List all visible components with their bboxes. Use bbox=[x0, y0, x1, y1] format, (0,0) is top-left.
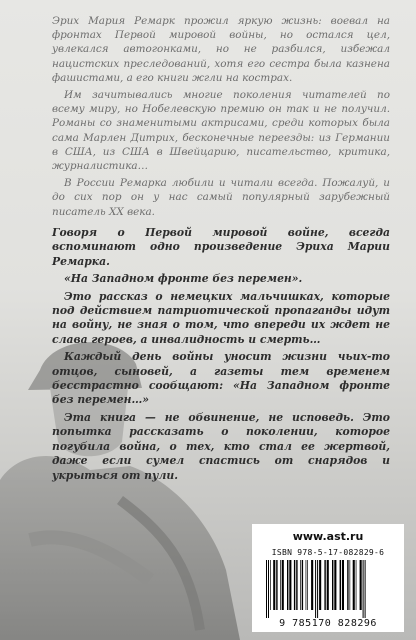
barcode-bar bbox=[287, 560, 288, 610]
barcode-bar bbox=[315, 560, 316, 618]
barcode-bar bbox=[282, 560, 284, 610]
annotation-paragraph: Каждый день войны уносит жизни чьих-то отцов, сыновей, а газеты тем временем бесстрастно сообщают: «На Западном фронте без перемен…» bbox=[52, 350, 390, 407]
bio-paragraph: В России Ремарка любили и читали всегда. Пожалуй, и до сих пор он у нас самый популярный зарубежный писатель XX века. bbox=[52, 177, 390, 218]
book-title-quote: «На Западном фронте без перемен». bbox=[64, 272, 303, 286]
barcode-bar bbox=[363, 560, 364, 618]
barcode-bar bbox=[311, 560, 313, 610]
isbn-barcode-block bbox=[252, 524, 404, 632]
barcode-bar bbox=[347, 560, 348, 610]
barcode-digits: 9 785170 828296 bbox=[279, 618, 377, 629]
barcode-bar bbox=[356, 560, 357, 610]
barcode-bar bbox=[327, 560, 329, 610]
bio-paragraph: Эрих Мария Ремарк прожил яркую жизнь: воевал на фронтах Первой мировой войны, но остался цел, увлекался автогонками, но не разбился, избежал нацистских преследований, хотя его сестра была казнена фашистами, а его книги жгли на кострах. bbox=[52, 15, 390, 84]
barcode-bar bbox=[276, 560, 277, 610]
annotation-paragraph: Эта книга — не обвинение, не исповедь. Это попытка рассказать о поколении, которое погубила война, о тех, кто стал ее жертвой, даже если сумел спастись от снарядов и укрыться от пули. bbox=[52, 410, 390, 482]
barcode-bar bbox=[296, 560, 297, 610]
publisher-url: www.ast.ru bbox=[292, 530, 364, 543]
barcode-bar bbox=[270, 560, 271, 610]
barcode-bar bbox=[302, 560, 303, 610]
annotation-paragraph: Это рассказ о немецких мальчишках, которые под действием патриотической пропаганды идут на войну, не зная о том, что впереди их ждет не слава героев, а инвалидность и смерть… bbox=[52, 289, 390, 346]
barcode-bar bbox=[332, 560, 333, 610]
barcode-bar bbox=[340, 560, 341, 610]
book-annotation bbox=[52, 226, 390, 486]
barcode-bar bbox=[294, 560, 295, 610]
barcode-bar bbox=[353, 560, 355, 610]
barcode-bar bbox=[289, 560, 291, 610]
isbn-number: ISBN 978-5-17-082829-6 bbox=[271, 548, 385, 557]
barcode-bar bbox=[266, 560, 267, 618]
barcode-bar bbox=[324, 560, 325, 610]
barcode-bar bbox=[350, 560, 351, 610]
annotation-paragraph: Говоря о Первой мировой войне, всегда вспоминают одно произведение Эриха Марии Ремарка. bbox=[52, 226, 390, 268]
barcode-bar bbox=[360, 560, 362, 610]
barcode-bar bbox=[307, 560, 308, 610]
author-biography bbox=[52, 14, 390, 222]
barcode-bar bbox=[268, 560, 269, 618]
barcode-bar bbox=[273, 560, 275, 610]
barcode-bar bbox=[317, 560, 318, 618]
barcode-bar bbox=[334, 560, 336, 610]
barcode-image bbox=[262, 560, 394, 618]
barcode-bar bbox=[319, 560, 321, 610]
barcode-bar bbox=[280, 560, 281, 610]
barcode-bar bbox=[300, 560, 301, 610]
barcode-bar bbox=[365, 560, 366, 618]
bio-paragraph: Им зачитывались многие поколения читателей по всему миру, но Нобелевскую премию он так и не получил. Романы со знаменитыми актрисами, среди которых была сама Марлен Дитрих, бесконечные переезды: из Германии в США, из США в Швейцарию, писательство, критика, журналистика… bbox=[52, 89, 390, 173]
barcode-bar bbox=[342, 560, 344, 610]
barcode-bar bbox=[306, 560, 307, 610]
